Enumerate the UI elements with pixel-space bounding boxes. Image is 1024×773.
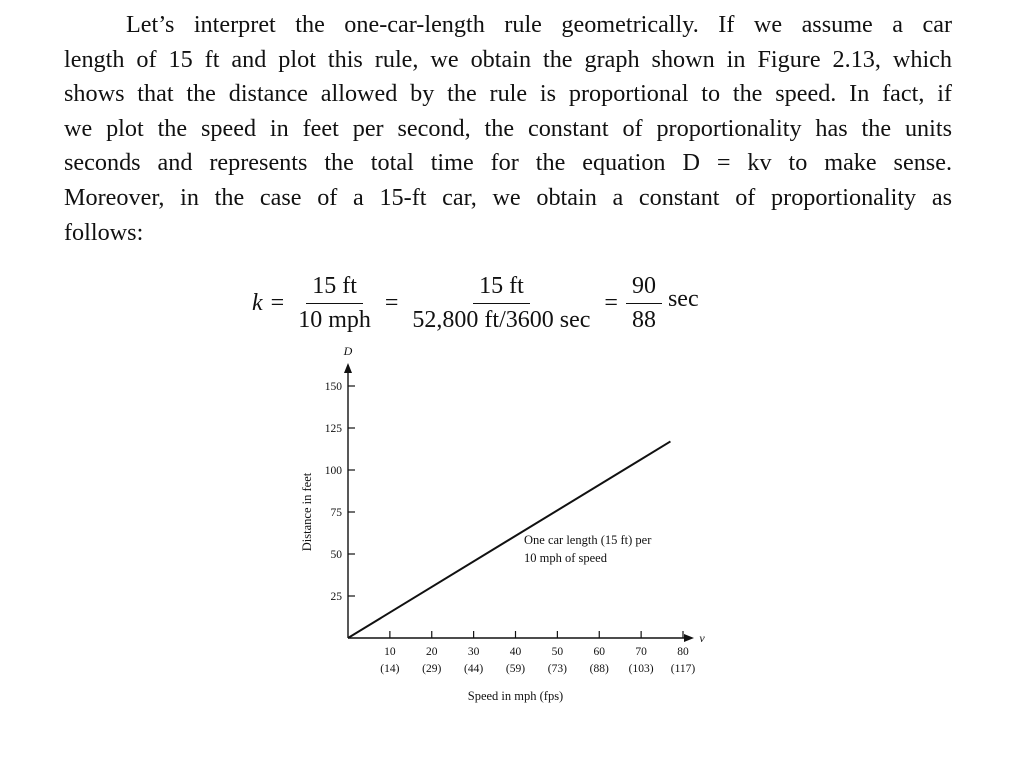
- x-axis-arrow-icon: [684, 634, 694, 642]
- paragraph-line: we plot the speed in feet per second, the constant of proportionality has the units: [64, 114, 952, 142]
- x-tick-sublabel: (59): [505, 663, 526, 675]
- equals-sign: =: [604, 289, 618, 316]
- fraction-1-numerator: 15 ft: [306, 273, 363, 304]
- paragraph-line: Let’s interpret the one-car-length rule geometrically. If we assume a car: [126, 11, 952, 38]
- equation-unit: sec: [667, 285, 699, 312]
- y-tick-label: 75: [330, 507, 342, 519]
- paragraph-line: Moreover, in the case of a 15-ft car, we obtain a constant of proportionality as: [64, 183, 952, 211]
- x-tick-label: 10: [384, 646, 396, 658]
- x-tick-label: 40: [509, 646, 522, 658]
- x-tick-label: 30: [467, 646, 480, 658]
- x-tick-sublabel: (14): [380, 663, 400, 675]
- y-tick-label: 25: [330, 591, 342, 603]
- y-axis-symbol: D: [343, 344, 353, 358]
- y-tick-label: 100: [324, 465, 342, 477]
- equation-lhs: k: [252, 289, 263, 316]
- x-tick-sublabel: (88): [589, 663, 609, 675]
- x-tick-label: 50: [551, 646, 564, 658]
- y-tick-label: 50: [330, 549, 342, 561]
- x-tick-sublabel: (29): [422, 663, 442, 675]
- paragraph-line: follows:: [64, 218, 144, 246]
- y-tick-label: 125: [324, 423, 342, 435]
- fraction-3-numerator: 90: [626, 273, 662, 304]
- equals-sign: =: [270, 289, 285, 316]
- x-tick-label: 20: [426, 646, 438, 658]
- x-tick-label: 80: [677, 646, 689, 658]
- x-tick-label: 60: [593, 646, 605, 658]
- line-annotation: One car length (15 ft) per: [524, 533, 652, 547]
- fraction-1-denominator: 10 mph: [298, 306, 371, 333]
- x-tick-sublabel: (44): [464, 663, 484, 675]
- x-tick-sublabel: (103): [628, 663, 654, 675]
- paragraph-line: seconds and represents the total time for the equation D = kv to make sense.: [64, 149, 952, 177]
- line-annotation: 10 mph of speed: [524, 551, 607, 565]
- paragraph-line: length of 15 ft and plot this rule, we obtain the graph shown in Figure 2.13, which: [64, 45, 952, 73]
- equals-sign: =: [384, 289, 399, 316]
- paragraph-line: shows that the distance allowed by the rule is proportional to the speed. In fact, if: [64, 80, 952, 108]
- x-axis-symbol: v: [699, 631, 705, 645]
- fraction-2-numerator: 15 ft: [473, 273, 530, 304]
- x-tick-label: 70: [635, 646, 647, 658]
- x-axis-title: Speed in mph (fps): [467, 689, 564, 703]
- y-tick-label: 150: [324, 381, 342, 393]
- x-tick-sublabel: (117): [670, 663, 696, 675]
- y-axis-arrow-icon: [344, 363, 352, 373]
- x-tick-sublabel: (73): [547, 663, 567, 675]
- fraction-3-denominator: 88: [631, 306, 656, 333]
- fraction-2-denominator: 52,800 ft/3600 sec: [412, 306, 591, 333]
- y-axis-title: Distance in feet: [300, 472, 314, 552]
